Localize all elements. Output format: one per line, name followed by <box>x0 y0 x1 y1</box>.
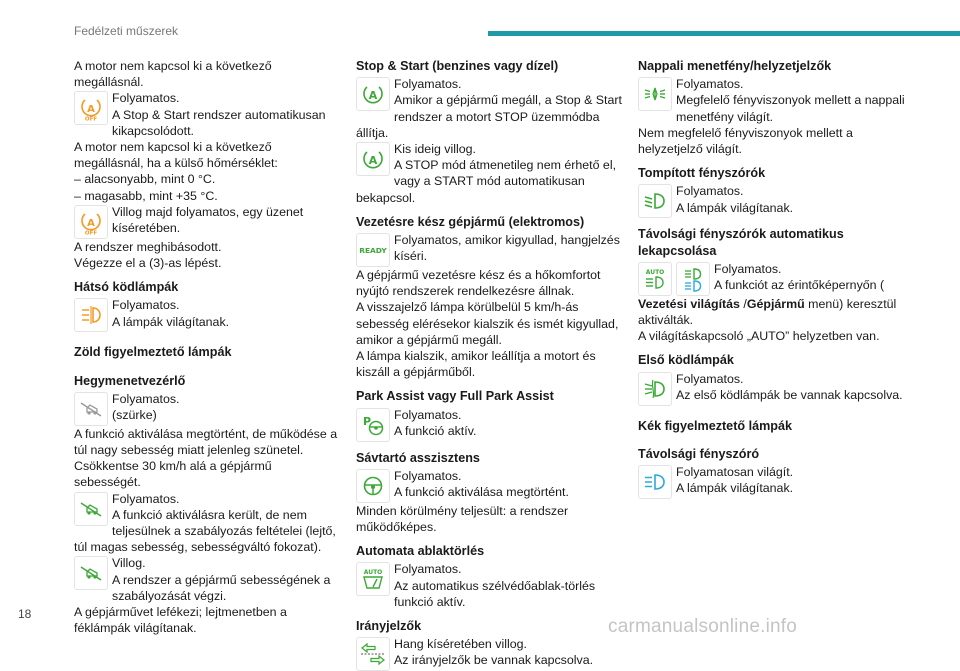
indicator-state: Folyamatos. <box>676 184 744 199</box>
indicator-description: Megfelelő fényviszonyok mellett a nappali menetfény világít. <box>676 93 905 124</box>
svg-text:A: A <box>368 154 378 168</box>
hill-descent-icon <box>74 556 108 590</box>
header-accent-bar <box>488 31 960 36</box>
paragraph: A funkció aktiválása megtörtént, de működése a túl nagy sebesség miatt jelenleg szünetel. <box>74 426 338 458</box>
indicator-entry <box>356 561 622 610</box>
stop-start-icon <box>356 142 390 176</box>
turn-signal-icon <box>356 637 390 671</box>
indicator-entry <box>638 76 910 125</box>
section-heading: Stop & Start (benzines vagy dízel) <box>356 59 559 73</box>
page-number: 18 <box>18 607 32 621</box>
indicator-description <box>714 278 884 292</box>
stop-start-warning-icon <box>74 205 108 239</box>
indicator-description: Az irányjelzők be vannak kapcsolva. <box>394 653 594 668</box>
indicator-description: A STOP mód átmenetileg nem érhető el, vagy a START mód automatikusan bekapcsol. <box>356 158 617 205</box>
description-text: / <box>739 296 747 311</box>
description-text: A funkciót az érintőképernyőn ( <box>714 278 885 293</box>
menu-name-vehicle: Gépjármű <box>746 296 805 311</box>
menu-name-lighting: Vezetési világítás <box>638 296 740 311</box>
column-3 <box>638 58 910 499</box>
indicator-state: Folyamatos. <box>112 491 180 506</box>
indicator-description: Az automatikus szélvédőablak-törlés funkció aktív. <box>394 578 596 609</box>
bullet-item: – alacsonyabb, mint 0 °C. <box>74 172 216 187</box>
indicator-description: Az első ködlámpák be vannak kapcsolva. <box>676 387 903 402</box>
paragraph: A rendszer meghibásodott. <box>74 239 222 254</box>
indicator-state: Hang kíséretében villog. <box>394 637 527 652</box>
section-heading: Vezetésre kész gépjármű (elektromos) <box>356 214 585 229</box>
indicator-state: Villog. <box>112 556 146 571</box>
group-heading: Kék figyelmeztető lámpák <box>638 418 792 433</box>
indicator-state: Folyamatos. <box>676 77 744 92</box>
indicator-entry <box>74 90 340 139</box>
indicator-state: Kis ideig villog. <box>394 142 476 157</box>
indicator-description: A rendszer a gépjármű sebességének a szabályozását végzi. <box>112 572 331 603</box>
indicator-entry <box>356 407 622 442</box>
lane-keeping-icon <box>356 469 390 503</box>
park-assist-icon <box>356 408 390 442</box>
indicator-description: (szürke) <box>112 408 157 423</box>
indicator-entry <box>356 141 622 206</box>
indicator-state: Folyamatos. <box>112 391 180 406</box>
section-title: Fedélzeti műszerek <box>74 24 179 38</box>
paragraph <box>638 296 910 328</box>
indicator-entry <box>74 555 340 604</box>
section-heading: Irányjelzők <box>356 619 422 634</box>
section-heading: Hegymenetvezérlő <box>74 373 186 388</box>
indicator-entry <box>638 464 910 499</box>
section-heading: Tompított fényszórók <box>638 166 766 181</box>
paragraph: A motor nem kapcsol ki a következő megállásnál, ha a külső hőmérséklet: <box>74 140 278 171</box>
auto-high-beam-icon-label: AUTO <box>645 268 665 276</box>
indicator-entry <box>74 391 340 426</box>
hill-descent-icon <box>74 392 108 426</box>
indicator-description: A lámpák világítanak. <box>676 200 794 215</box>
main-beam-icon <box>638 465 672 499</box>
indicator-entry <box>638 371 910 406</box>
column-1 <box>74 58 340 636</box>
indicator-state: Folyamatos. <box>112 298 180 313</box>
paragraph: Minden körülmény teljesült: a rendszer működőképes. <box>356 503 569 535</box>
indicator-entry <box>74 204 340 239</box>
section-heading: Távolsági fényszóró <box>638 446 760 461</box>
indicator-state: Folyamatos, amikor kigyullad, hangjelzés kíséri. <box>394 233 620 264</box>
section-heading: Első ködlámpák <box>638 353 734 368</box>
auto-wiper-icon-label: AUTO <box>363 569 383 577</box>
section-heading: Hátsó ködlámpák <box>74 280 179 295</box>
indicator-entry <box>356 468 622 503</box>
indicator-entry <box>356 232 622 267</box>
description-text: menü) keresztül aktiválták. <box>638 296 897 328</box>
indicator-description: A funkció aktiválása megtörtént. <box>394 485 569 500</box>
bullet-item: – magasabb, mint +35 °C. <box>74 188 218 203</box>
group-heading: Zöld figyelmeztető lámpák <box>74 345 232 360</box>
daytime-light-icon <box>638 77 672 111</box>
indicator-state: Folyamatos. <box>394 77 462 92</box>
section-heading: Park Assist vagy Full Park Assist <box>356 389 554 404</box>
rear-fog-icon <box>74 298 108 332</box>
indicator-description: A lámpák világítanak. <box>112 314 230 329</box>
hill-descent-icon <box>74 492 108 526</box>
indicator-entry <box>638 261 910 296</box>
svg-text:P: P <box>362 414 372 428</box>
section-heading: Nappali menetfény/helyzetjelzők <box>638 59 832 73</box>
paragraph: Végezze el a (3)-as lépést. <box>74 256 222 271</box>
ready-icon-label: READY <box>359 246 387 256</box>
watermark: carmanualsonline.info <box>608 616 798 637</box>
ready-icon <box>356 233 390 267</box>
section-heading: Automata ablaktörlés <box>356 544 485 559</box>
stop-start-icon <box>356 77 390 111</box>
auto-wiper-icon <box>356 562 390 596</box>
paragraph: A motor nem kapcsol ki a következő megállásnál. <box>74 59 272 90</box>
paragraph: A világításkapcsoló „AUTO” helyzetben van. <box>638 329 880 344</box>
paragraph: A gépjárművet lefékezi; lejtmenetben a féklámpák világítanak. <box>74 605 287 636</box>
indicator-entry <box>356 636 622 671</box>
indicator-description: A lámpák világítanak. <box>676 481 794 496</box>
svg-text:A: A <box>87 104 95 116</box>
indicator-description: A funkció aktiválásra került, de nem teljesülnek a szabályozás feltételei (lejtő, túl magas sebesség, sebességváltó fokozat). <box>74 507 336 555</box>
svg-text:A: A <box>368 89 378 103</box>
indicator-description: A funkció aktív. <box>394 423 477 438</box>
svg-text:OFF: OFF <box>84 116 98 123</box>
indicator-entry <box>74 297 340 332</box>
indicator-state: Folyamatos. <box>714 261 782 276</box>
indicator-entry <box>638 183 910 218</box>
indicator-description: A Stop & Start rendszer automatikusan kikapcsolódott. <box>112 107 326 138</box>
indicator-entry <box>74 491 340 556</box>
paragraph: A lámpa kialszik, amikor leállítja a motort és kiszáll a gépjárműből. <box>356 349 596 380</box>
indicator-description: Amikor a gépjármű megáll, a Stop & Start rendszer a motort STOP üzemmódba állítja. <box>356 93 622 140</box>
indicator-state: Folyamatos. <box>394 407 462 422</box>
paragraph: Nem megfelelő fényviszonyok mellett a helyzetjelző világít. <box>638 125 853 157</box>
section-heading: Távolsági fényszórók automatikus lekapcsolása <box>638 227 844 258</box>
auto-high-beam-icon <box>638 262 672 296</box>
paragraph: Csökkentse 30 km/h alá a gépjármű sebességét. <box>74 459 272 490</box>
indicator-state: Folyamatos. <box>394 562 462 577</box>
indicator-state: Folyamatos. <box>394 468 462 483</box>
svg-text:OFF: OFF <box>84 230 98 237</box>
indicator-state: Folyamatos. <box>676 371 744 386</box>
column-2 <box>356 58 622 671</box>
dipped-beam-icon <box>638 184 672 218</box>
indicator-state: Folyamatosan világít. <box>676 465 794 480</box>
indicator-entry <box>356 76 622 141</box>
indicator-state: Folyamatos. <box>112 91 180 106</box>
paragraph: A visszajelző lámpa körülbelül 5 km/h-ás sebesség elérésekor kialszik és ismét kigyullad, amikor a gépjármű megáll. <box>356 300 619 347</box>
stop-start-warning-icon <box>74 91 108 125</box>
paragraph: A gépjármű vezetésre kész és a hőkomfortot nyújtó rendszerek rendelkezésre állnak. <box>356 268 601 299</box>
high-beam-assist-icon <box>676 262 710 296</box>
section-heading: Sávtartó asszisztens <box>356 450 480 465</box>
indicator-state: Villog majd folyamatos, egy üzenet kíséretében. <box>112 204 304 236</box>
svg-text:A: A <box>87 217 95 229</box>
front-fog-icon <box>638 372 672 406</box>
